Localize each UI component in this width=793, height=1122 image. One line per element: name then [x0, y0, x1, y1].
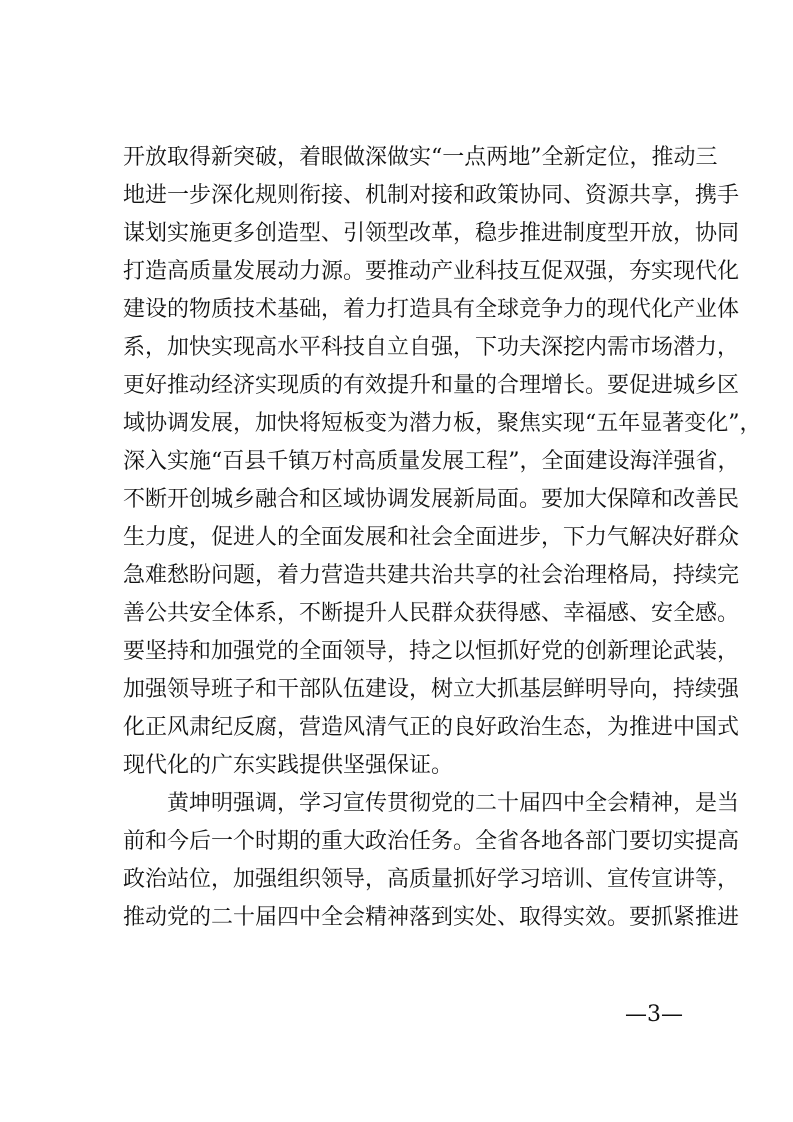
text-line: 加强领导班子和干部队伍建设，树立大抓基层鲜明导向，持续强: [123, 677, 740, 702]
text-line: 现代化的广东实践提供坚强保证。: [123, 753, 454, 778]
text-line: 系，加快实现高水平科技自立自强，下功夫深挖内需市场潜力，: [123, 335, 740, 360]
text-line: 急难愁盼问题，着力营造共建共治共享的社会治理格局，持续完: [123, 563, 740, 588]
page-number: —3—: [625, 1002, 683, 1027]
text-line: 推动党的二十届四中全会精神落到实处、取得实效。要抓紧推进: [123, 905, 740, 930]
text-line: 黄坤明强调，学习宣传贯彻党的二十届四中全会精神，是当: [167, 791, 740, 816]
text-line: 开放取得新突破，着眼做深做实“一点两地”全新定位，推动三: [123, 145, 718, 170]
text-line: 谋划实施更多创造型、引领型改革，稳步推进制度型开放，协同: [123, 221, 740, 246]
text-line: 善公共安全体系，不断提升人民群众获得感、幸福感、安全感。: [123, 601, 740, 626]
text-line: 打造高质量发展动力源。要推动产业科技互促双强，夯实现代化: [123, 259, 740, 284]
text-line: 生力度，促进人的全面发展和社会全面进步，下力气解决好群众: [123, 525, 740, 550]
text-line: 化正风肃纪反腐，营造风清气正的良好政治生态，为推进中国式: [123, 715, 740, 740]
text-line: 建设的物质技术基础，着力打造具有全球竞争力的现代化产业体: [123, 297, 740, 322]
text-line: 不断开创城乡融合和区域协调发展新局面。要加大保障和改善民: [123, 487, 740, 512]
text-line: 要坚持和加强党的全面领导，持之以恒抓好党的创新理论武装，: [123, 639, 740, 664]
text-line: 更好推动经济实现质的有效提升和量的合理增长。要促进城乡区: [123, 373, 740, 398]
text-line: 深入实施“百县千镇万村高质量发展工程”，全面建设海洋强省，: [123, 449, 740, 474]
body-text: [123, 139, 762, 937]
text-line: 域协调发展，加快将短板变为潜力板，聚焦实现“五年显著变化”，: [123, 411, 762, 436]
text-line: 政治站位，加强组织领导，高质量抓好学习培训、宣传宣讲等，: [123, 867, 740, 892]
text-line: 地进一步深化规则衔接、机制对接和政策协同、资源共享，携手: [123, 183, 740, 208]
text-line: 前和今后一个时期的重大政治任务。全省各地各部门要切实提高: [123, 829, 740, 854]
